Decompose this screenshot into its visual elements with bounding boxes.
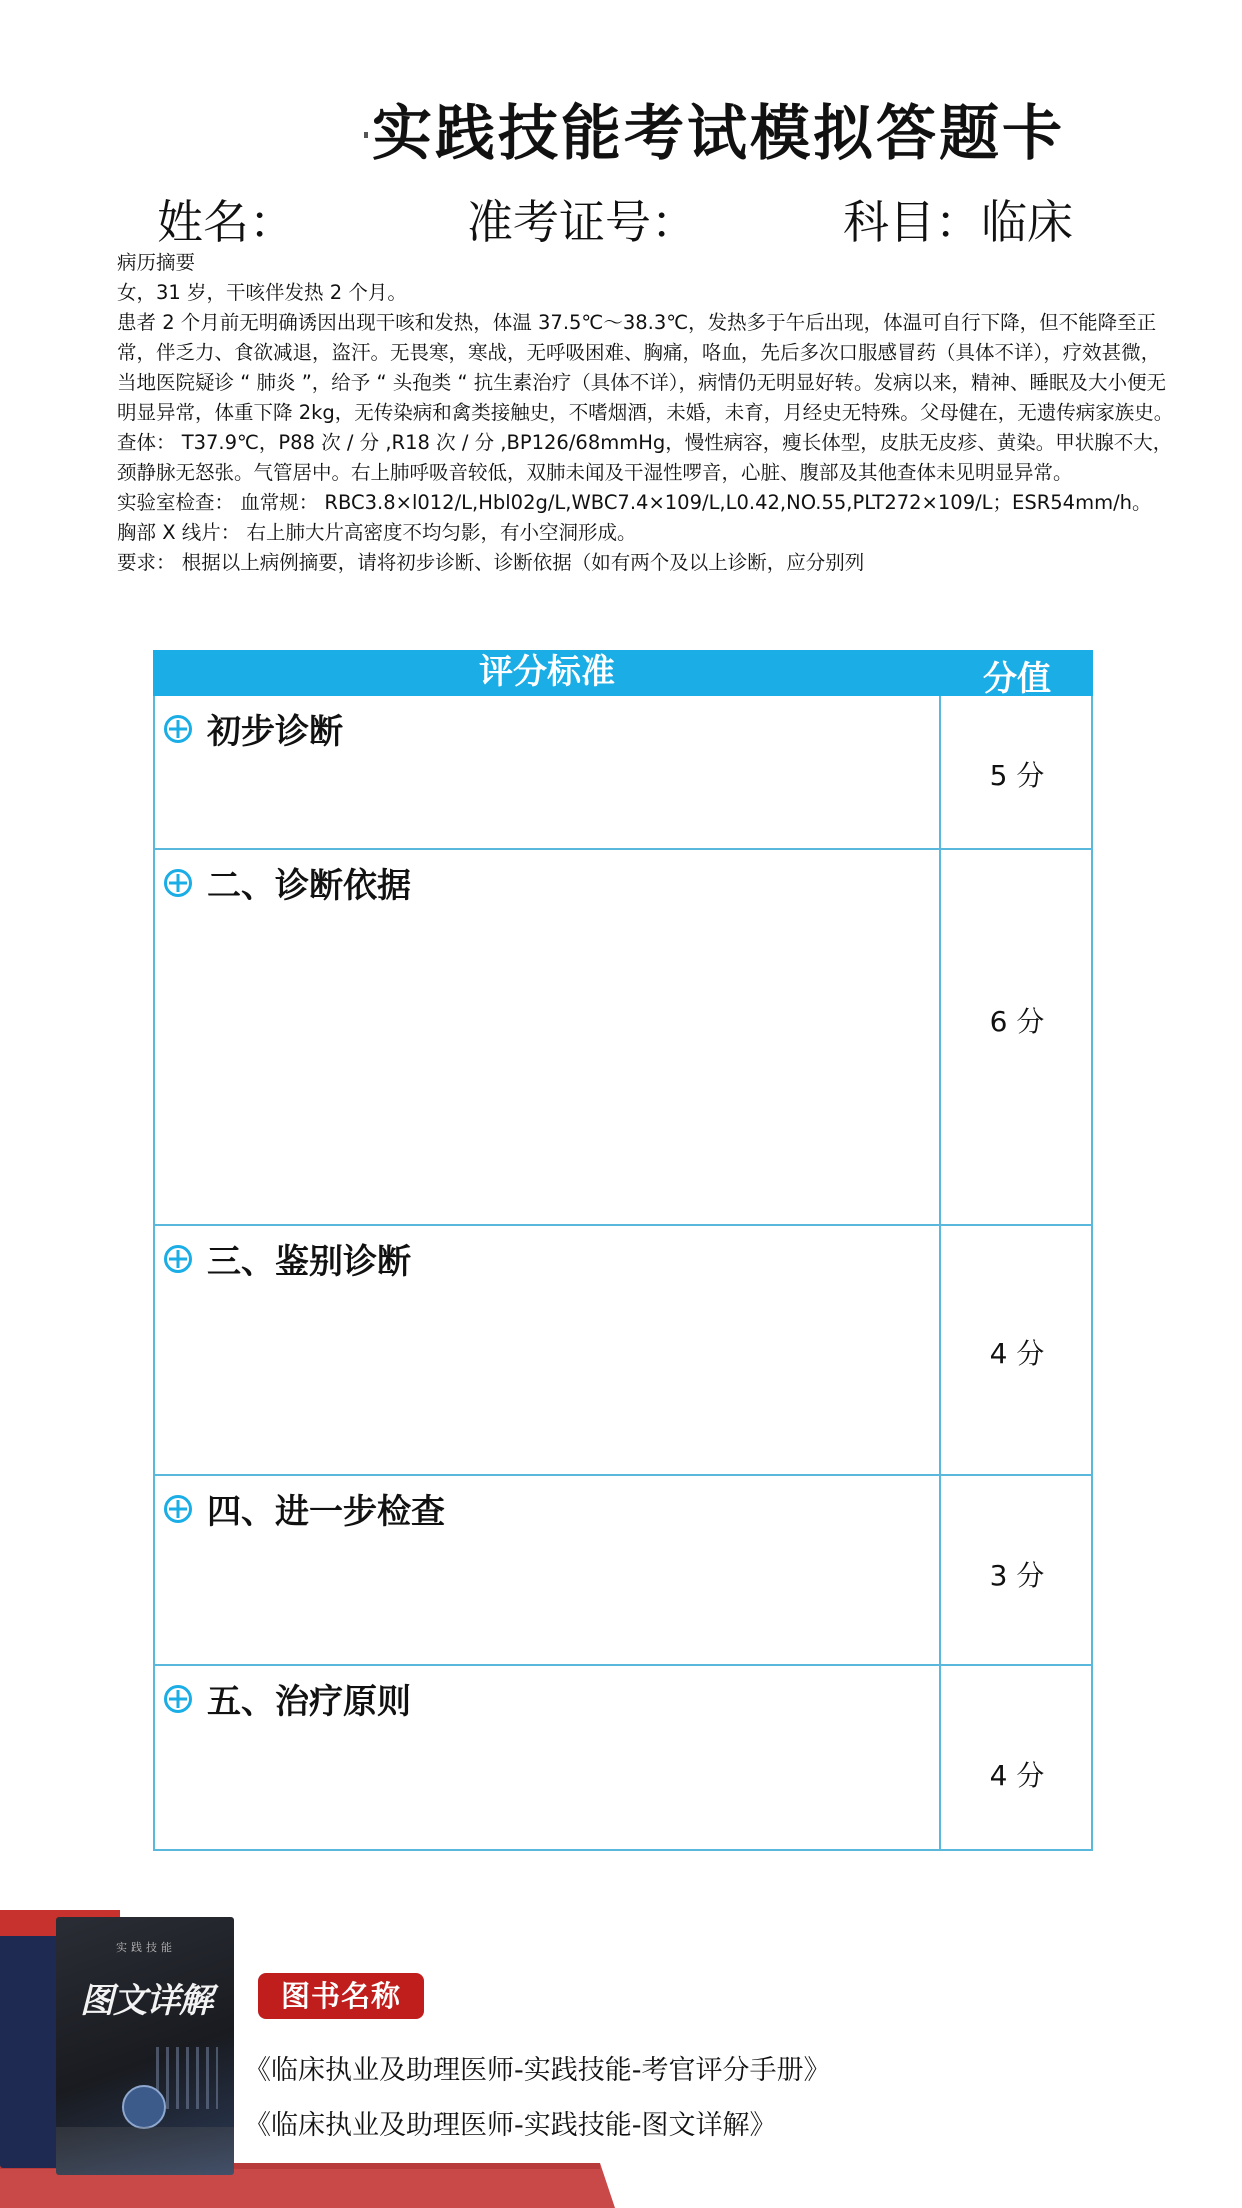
row-score: 4 分: [989, 1759, 1045, 1792]
plus-circle-icon: [163, 1494, 193, 1524]
page-title: 实践技能考试模拟答题卡: [372, 99, 1065, 169]
subject-label: 科目：临床: [843, 195, 1073, 249]
cover-landscape: [56, 2127, 234, 2175]
row-heading: 五、治疗原则: [207, 1682, 411, 1722]
case-xray: 胸部 X 线片： 右上肺大片高密度不均匀影，有小空洞形成。: [117, 521, 637, 544]
answer-area[interactable]: [155, 696, 941, 848]
case-heading: 病历摘要: [117, 251, 196, 274]
answer-area[interactable]: [155, 1666, 941, 1849]
answer-area[interactable]: [155, 1476, 941, 1664]
table-row-diagnosis-basis: [153, 850, 1093, 1226]
table-row-treatment-principle: [153, 1666, 1093, 1851]
row-score: 5 分: [989, 759, 1045, 792]
plus-circle-icon: [163, 714, 193, 744]
table-row-preliminary-diagnosis: [153, 696, 1093, 850]
exam-id-label: 准考证号：: [467, 195, 697, 249]
row-score: 6 分: [989, 1005, 1045, 1038]
book-cover-front[interactable]: [56, 1917, 234, 2175]
book-title-2[interactable]: 《临床执业及助理医师-实践技能-图文详解》: [244, 2110, 777, 2141]
cover-seal: [122, 2085, 166, 2129]
row-heading: 二、诊断依据: [207, 866, 411, 906]
table-row-further-examination: [153, 1476, 1093, 1666]
title-mark: [364, 132, 368, 138]
plus-circle-icon: [163, 1244, 193, 1274]
row-heading: 三、鉴别诊断: [207, 1242, 411, 1282]
book-name-badge: 图书名称: [258, 1973, 424, 2019]
plus-circle-icon: [163, 868, 193, 898]
case-history: 患者 2 个月前无明确诱因出现干咳和发热，体温 37.5℃～38.3℃，发热多于午后出现，体温可自行下降，但不能降至正常，伴乏力、食欲减退，盗汗。无畏寒，寒战，无呼吸困难、胸痛，咯血，先后多次口服感冒药（具体不详），疗效甚微，当地医院疑诊 “ 肺炎 ”，给予 “ 头孢类 “ 抗生素治疗（具体不详），病情仍无明显好转。发病以来，精神、睡眠及大小便无明显异常，体重下降 2kg，无传染病和禽类接触史，不嗜烟酒，未婚，未育，月经史无特殊。父母健在，无遗传病家族史。查体： T37.9℃，P88 次 / 分 ,R18 次 / 分 ,BP126/68mmHg，慢性病容，瘦长体型，皮肤无皮疹、黄染。甲状腺不大，颈静脉无怒张。气管居中。右上肺呼吸音较低，双肺未闻及干湿性啰音，心脏、腹部及其他查体未见明显异常。: [117, 311, 1174, 484]
row-score: 3 分: [989, 1559, 1045, 1592]
candidate-info-row: [0, 186, 1242, 250]
scoring-table: [153, 650, 1093, 1855]
cover-text-block: [156, 2047, 218, 2109]
answer-area[interactable]: [155, 1226, 941, 1474]
case-requirement: 要求： 根据以上病例摘要，请将初步诊断、诊断依据（如有两个及以上诊断，应分别列: [117, 551, 865, 574]
case-chief-complaint: 女，31 岁，干咳伴发热 2 个月。: [117, 281, 407, 304]
book-title-1[interactable]: 《临床执业及助理医师-实践技能-考官评分手册》: [244, 2055, 831, 2086]
header-score: 分值: [983, 659, 1051, 699]
header-criteria: 评分标准: [479, 652, 615, 692]
book-promo: [0, 1905, 1242, 2208]
cover-title: 图文详解: [80, 1981, 212, 2021]
row-score: 4 分: [989, 1337, 1045, 1370]
cover-subtitle: 实践技能: [116, 1941, 176, 1954]
answer-area[interactable]: [155, 850, 941, 1224]
table-header: [153, 650, 1093, 699]
row-heading: 四、进一步检查: [207, 1492, 445, 1532]
table-row-differential-diagnosis: [153, 1226, 1093, 1476]
name-label: 姓名：: [157, 195, 295, 249]
case-lab-results: 实验室检查： 血常规： RBC3.8×l012/L,Hbl02g/L,WBC7.4×109/L,L0.42,NO.55,PLT272×109/L；ESR54mm/h。: [117, 491, 1152, 514]
row-heading: 初步诊断: [207, 712, 343, 752]
plus-circle-icon: [163, 1684, 193, 1714]
case-summary: [117, 248, 1177, 578]
